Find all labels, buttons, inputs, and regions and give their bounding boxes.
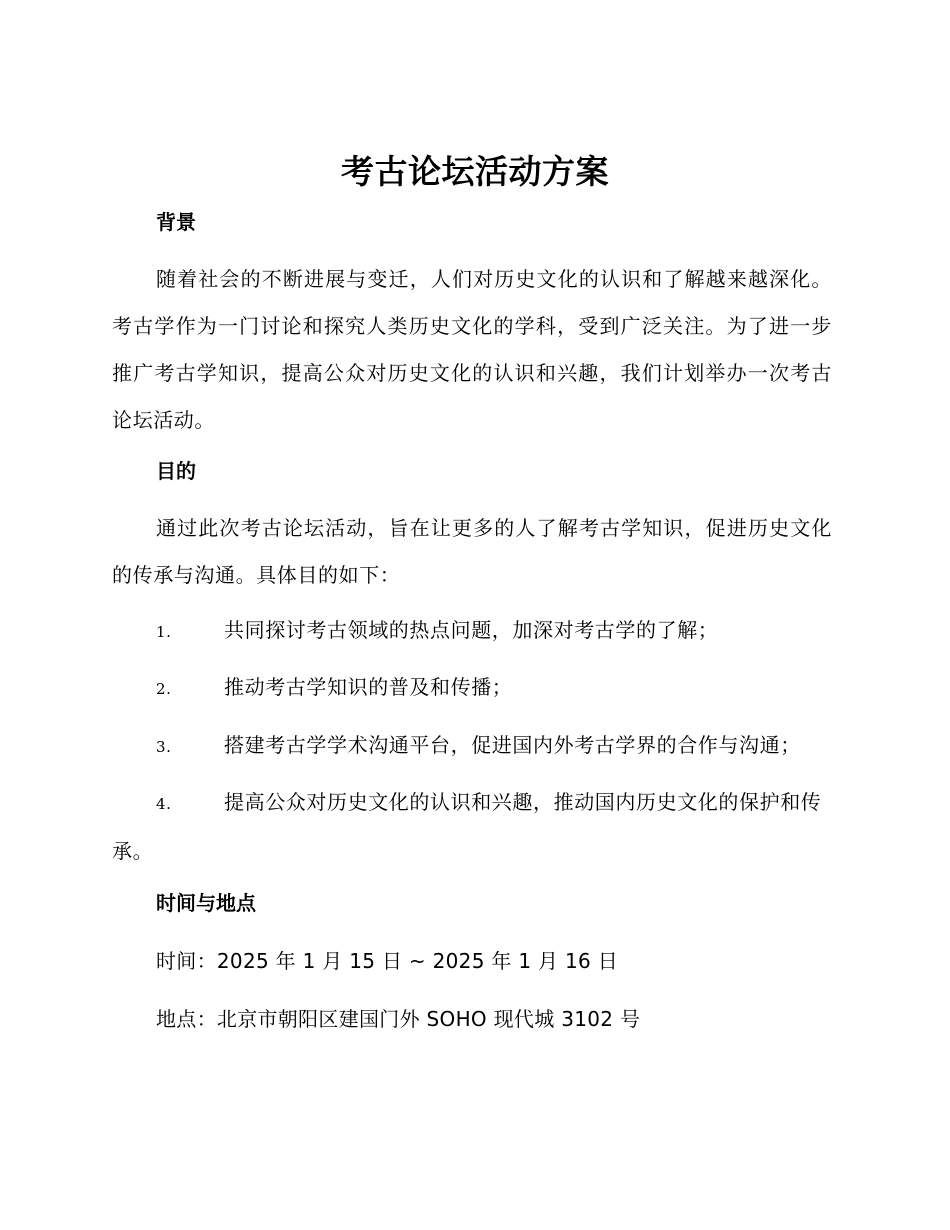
document-title: 考古论坛活动方案	[341, 152, 609, 191]
list-text: 共同探讨考古领域的热点问题，加深对考古学的了解；	[224, 618, 719, 642]
heading-time-place: 时间与地点	[156, 891, 256, 915]
list-number: 1.	[156, 623, 172, 641]
event-time: 时间：2025 年 1 月 15 日 ~ 2025 年 1 月 16 日	[156, 949, 618, 973]
list-text: 提高公众对历史文化的认识和兴趣，推动国内历史文化的保护和传承。	[112, 790, 822, 863]
list-item	[112, 607, 832, 656]
event-place: 地点：北京市朝阳区建国门外 SOHO 现代城 3102 号	[156, 1007, 641, 1031]
list-item	[112, 722, 832, 771]
heading-purpose: 目的	[156, 459, 196, 483]
list-number: 4.	[156, 795, 172, 813]
list-text: 搭建考古学学术沟通平台，促进国内外考古学界的合作与沟通；	[224, 733, 801, 757]
paragraph-purpose: 通过此次考古论坛活动，旨在让更多的人了解考古学知识，促进历史文化的传承与沟通。具体目的如下：	[112, 516, 832, 587]
heading-background: 背景	[156, 210, 196, 234]
list-item	[112, 664, 832, 713]
list-item	[112, 779, 832, 875]
list-text: 推动考古学知识的普及和传播；	[224, 675, 513, 699]
list-number: 3.	[156, 738, 172, 756]
list-number: 2.	[156, 680, 172, 698]
paragraph-background: 随着社会的不断进展与变迁，人们对历史文化的认识和了解越来越深化。考古学作为一门讨论和探究人类历史文化的学科，受到广泛关注。为了进一步推广考古学知识，提高公众对历史文化的认识和兴趣，我们计划举办一次考古论坛活动。	[112, 267, 832, 432]
